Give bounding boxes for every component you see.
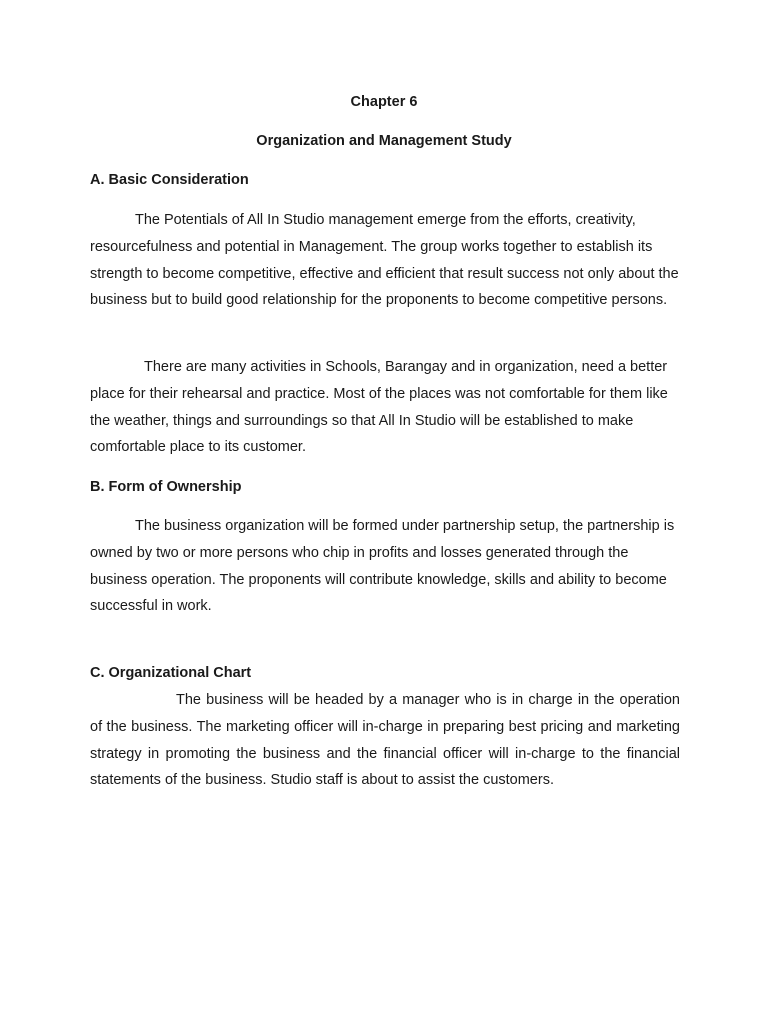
- paragraph-basic-consideration-2: There are many activities in Schools, Barangay and in organization, need a better place for their rehearsal and practice. Most of the places was not comfortable for them like the weather, things and surroundings so that All In Studio will be established to make comfortable place to its customer.: [90, 359, 668, 456]
- paragraph-organizational-chart: The business will be headed by a manager who is in charge in the operation of the business. The marketing officer will in-charge in preparing best pricing and marketing strategy in promoting the business and the financial officer will in-charge to the financial statements of the business. Studio staff is about to assist the customers.: [90, 692, 680, 789]
- section-heading-form-of-ownership: B. Form of Ownership: [90, 479, 242, 495]
- page-title: Organization and Management Study: [256, 133, 512, 149]
- paragraph-form-of-ownership: The business organization will be formed under partnership setup, the partnership is owned by two or more persons who chip in profits and losses generated through the business operation. The proponents will contribute knowledge, skills and ability to become successful in work.: [90, 518, 675, 615]
- chapter-label: Chapter 6: [350, 94, 418, 110]
- section-heading-basic-consideration: A. Basic Consideration: [90, 172, 249, 188]
- paragraph-basic-consideration-1: The Potentials of All In Studio management emerge from the efforts, creativity, resourcefulness and potential in Management. The group works together to establish its strength to become competitive, effective and efficient that result success not only about the business but to build good relationship for the proponents to become competitive persons.: [90, 212, 679, 309]
- section-heading-organizational-chart: C. Organizational Chart: [90, 665, 252, 681]
